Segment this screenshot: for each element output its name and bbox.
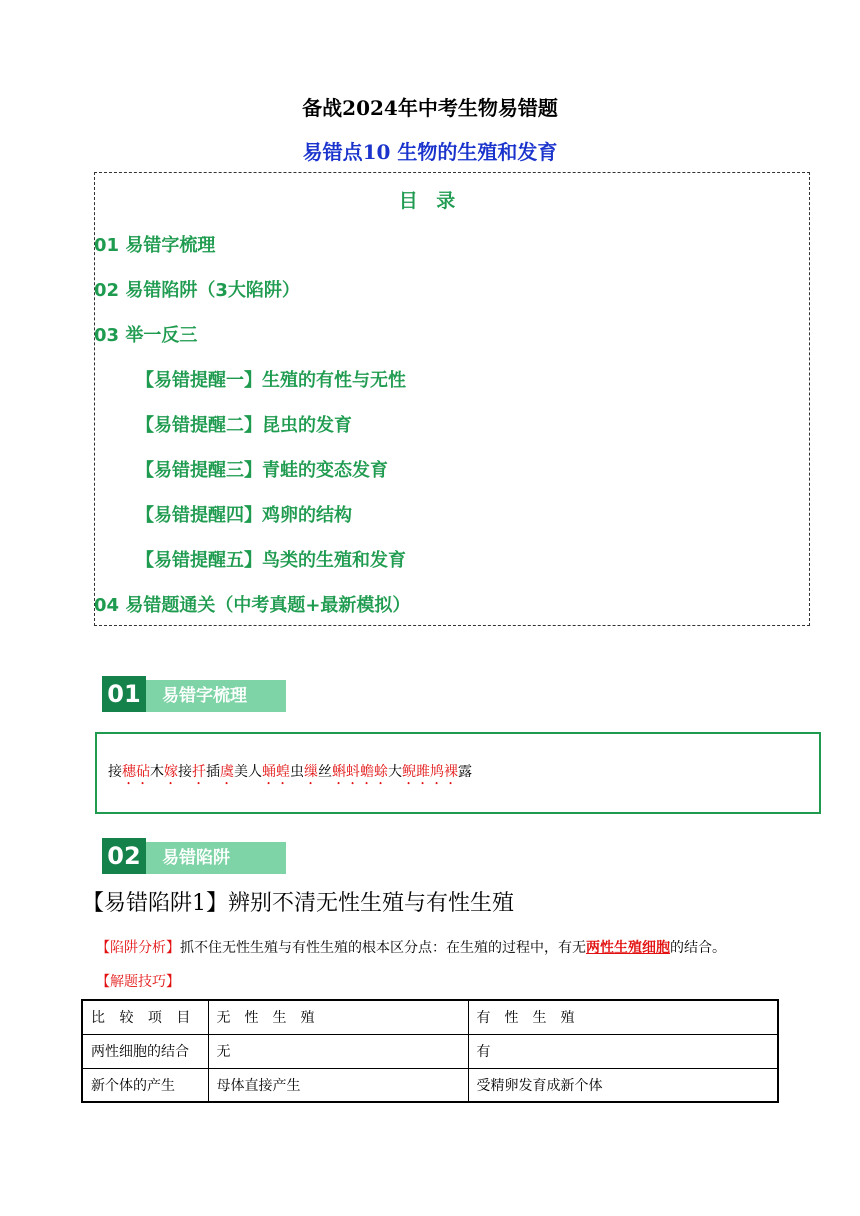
table-cell: 两性细胞的结合: [82, 1034, 208, 1068]
word-seg: 丝: [318, 764, 332, 780]
word-seg: 虫: [290, 764, 304, 780]
trap-analysis: [96, 937, 726, 957]
error-prone-words: [108, 761, 472, 788]
toc-item-02[interactable]: 02 易错陷阱（3大陷阱）: [94, 280, 300, 301]
section-label: 易错陷阱: [146, 842, 286, 874]
analysis-tag: 【陷阱分析】: [96, 940, 180, 956]
toc-item-04[interactable]: 04 易错题通关（中考真题+最新模拟）: [94, 595, 411, 616]
toc-subitem-3[interactable]: 【易错提醒三】青蛙的变态发育: [136, 460, 388, 481]
word-seg: 美人: [234, 764, 262, 780]
section-number: 01: [102, 676, 146, 712]
toc-subitem-2[interactable]: 【易错提醒二】昆虫的发育: [136, 415, 352, 436]
analysis-keyword: 两性生殖细胞: [586, 940, 670, 956]
toc-subitem-5[interactable]: 【易错提醒五】鸟类的生殖和发育: [136, 550, 406, 571]
section-banner-01: [102, 676, 288, 712]
word-seg-red: 虞: [220, 764, 234, 780]
table-row: [82, 1034, 778, 1068]
table-cell: 有: [468, 1034, 778, 1068]
word-seg-red: 缫: [304, 764, 318, 780]
comparison-table: [81, 999, 779, 1103]
word-seg-red: 扦: [192, 764, 206, 780]
toc-subitem-1[interactable]: 【易错提醒一】生殖的有性与无性: [136, 370, 406, 391]
word-seg-red: 蛹蝗: [262, 764, 290, 780]
section-label: 易错字梳理: [146, 680, 286, 712]
document-subtitle: 易错点10 生物的生殖和发育: [302, 140, 558, 164]
analysis-end: 的结合。: [670, 940, 726, 956]
word-seg-red: 嫁: [164, 764, 178, 780]
toc-heading: 目 录: [398, 190, 462, 212]
word-seg-red: 蝌蚪蟾蜍: [332, 764, 388, 780]
section-number: 02: [102, 838, 146, 874]
table-cell: 受精卵发育成新个体: [468, 1068, 778, 1102]
table-row: [82, 1068, 778, 1102]
tips-tag: 【解题技巧】: [96, 974, 180, 990]
table-header-cell: 无 性 生 殖: [208, 1000, 468, 1034]
word-seg: 大: [388, 764, 402, 780]
table-cell: 无: [208, 1034, 468, 1068]
word-seg: 接: [178, 764, 192, 780]
word-seg-red: 穗砧: [122, 764, 150, 780]
section-banner-02: [102, 838, 288, 874]
toc-item-03[interactable]: 03 举一反三: [94, 325, 198, 346]
word-seg: 接: [108, 764, 122, 780]
analysis-text: 抓不住无性生殖与有性生殖的根本区分点：在生殖的过程中，有无: [180, 940, 586, 956]
trap-title: 【易错陷阱1】辨别不清无性生殖与有性生殖: [82, 891, 514, 916]
table-cell: 新个体的产生: [82, 1068, 208, 1102]
table-header-cell: 有 性 生 殖: [468, 1000, 778, 1034]
word-seg: 插: [206, 764, 220, 780]
document-title: 备战2024年中考生物易错题: [302, 96, 558, 120]
table-header-cell: 比 较 项 目: [82, 1000, 208, 1034]
toc-subitem-4[interactable]: 【易错提醒四】鸡卵的结构: [136, 505, 352, 526]
toc-item-01[interactable]: 01 易错字梳理: [94, 235, 216, 256]
table-header-row: [82, 1000, 778, 1034]
table-cell: 母体直接产生: [208, 1068, 468, 1102]
word-seg-red: 鲵雎鸠裸: [402, 764, 458, 780]
word-seg: 木: [150, 764, 164, 780]
word-seg: 露: [458, 764, 472, 780]
